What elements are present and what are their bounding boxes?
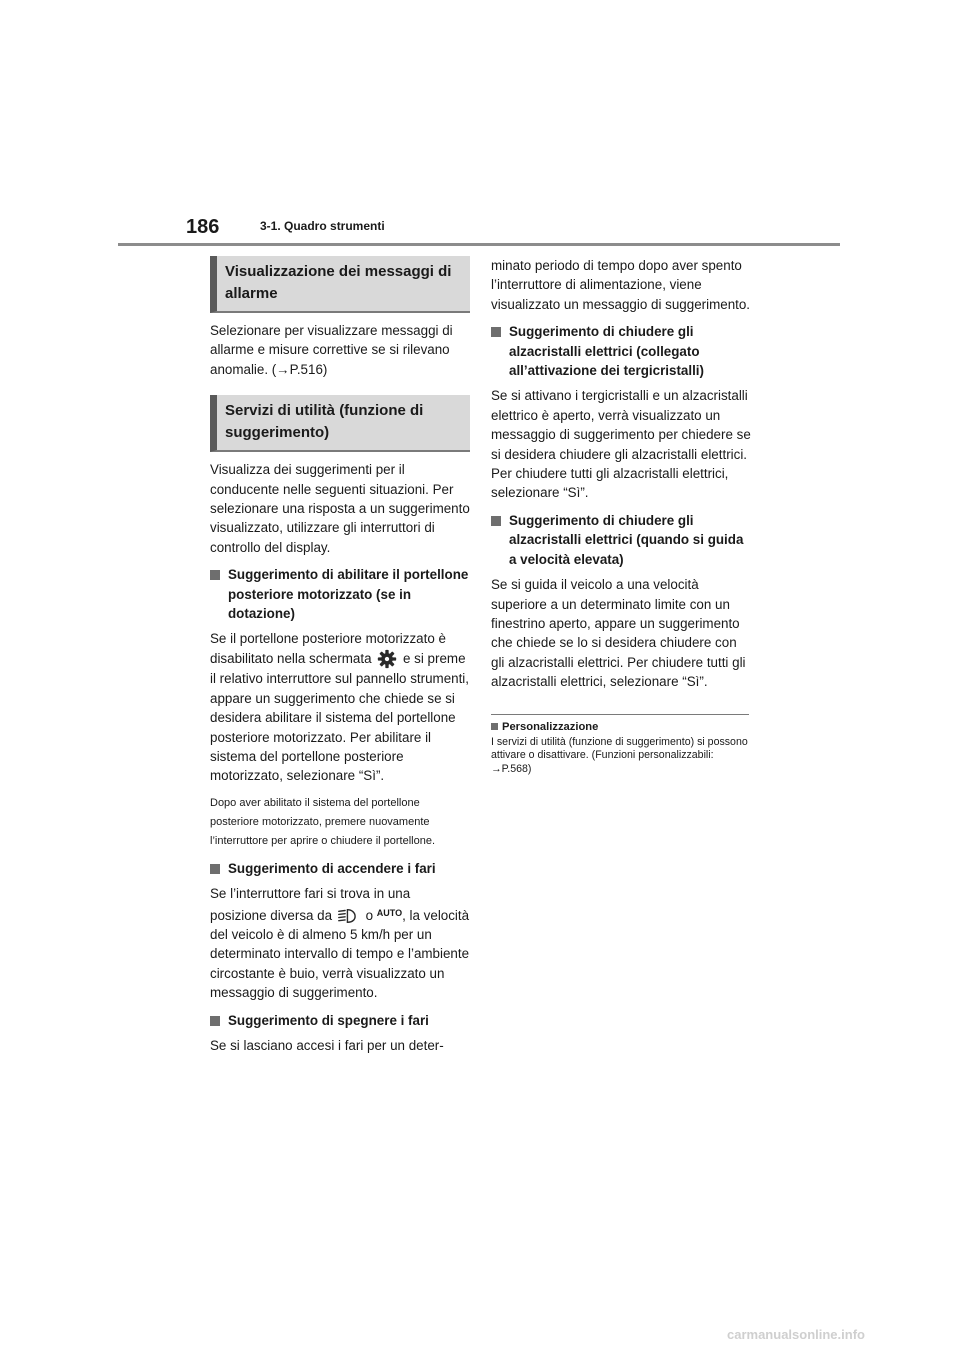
note-heading-text: Personalizzazione (502, 720, 599, 733)
text-part: e si preme il relativo interruttore sul pannello strumenti, appare un suggerimento che chiede se si desidera abilitare il sistema del portellone posteriore motorizzato. Per abilitare il sistema del portellone posteriore motorizzato, selezionare “Sì”. (210, 650, 470, 784)
paragraph-power-tailgate (210, 629, 470, 785)
bullet-square-icon (491, 723, 498, 730)
footer-watermark: carmanualsonline.info (727, 1327, 865, 1342)
bullet-square-icon (210, 864, 220, 874)
note-heading-personalization (491, 721, 751, 733)
header-rule (118, 243, 840, 246)
subheading-text: Suggerimento di chiudere gli alzacristalli elettrici (collegato all’attivazione dei tergicristalli) (509, 324, 704, 379)
bullet-square-icon (210, 1016, 220, 1026)
subheading-text: Suggerimento di abilitare il portellone posteriore motorizzato (se in dotazione) (228, 567, 469, 622)
paragraph-utility-services: Visualizza dei suggerimenti per il conducente nelle seguenti situazioni. Per selezionare una risposta a un suggerimento visualizzato, utilizzare gli interruttori di controllo del display. (210, 462, 470, 555)
paragraph-turn-off-headlights: Se si lasciano accesi i fari per un deter- (210, 1038, 444, 1054)
text-part: Se il portellone posteriore motorizzato è disabilitato nella schermata (210, 631, 446, 666)
auto-headlight-icon: AUTO (376, 907, 403, 918)
paragraph-turn-on-headlights (210, 884, 470, 1002)
subheading-close-windows-speed (491, 511, 751, 569)
bullet-square-icon (491, 516, 501, 526)
paragraph-close-windows-speed: Se si guida il veicolo a una velocità superiore a un determinato limite con un finestrino aperto, appare un suggerimento che chiede se lo si desidera chiudere con gli alzacristalli elettrici. Per chiudere tutti gli alzacristalli elettrici, selezionare “Sì”. (491, 577, 746, 690)
note-power-tailgate: Dopo aver abilitato il sistema del portellone posteriore motorizzato, premere nuovamente l’interruttore per aprire o chiudere il portellone. (210, 796, 436, 847)
subheading-text: Suggerimento di spegnere i fari (228, 1012, 429, 1028)
subheading-turn-off-headlights (210, 1011, 470, 1030)
subheading-text: Suggerimento di chiudere gli alzacristalli elettrici (quando si guida a velocità elevata) (509, 512, 744, 567)
bullet-square-icon (210, 570, 220, 580)
section-title: 3-1. Quadro strumenti (260, 219, 385, 233)
headlight-icon (338, 908, 360, 924)
bullet-square-icon (491, 327, 501, 337)
right-column (491, 256, 751, 776)
subheading-close-windows-wipers (491, 322, 751, 380)
text-part: o (365, 907, 374, 923)
subheading-power-tailgate (210, 565, 470, 623)
subheading-turn-on-headlights (210, 859, 470, 878)
page-number: 186 (186, 216, 220, 238)
text-part: , la velocità del veicolo è di almeno 5 km/h per un determinato intervallo di tempo e l’ambiente circostante è buio, verrà visualizzato un messaggio di suggerimento. (210, 907, 470, 1001)
heading-warning-messages: Visualizzazione dei messaggi di allarme (210, 256, 470, 313)
paragraph-close-windows-wipers: Se si attivano i tergicristalli e un alzacristalli elettrico è aperto, verrà visualizzato un messaggio di suggerimento per chiedere se si desidera chiudere gli alzacristalli elettrici. Per chiudere tutti gli alzacristalli elettrici, selezionare “Sì”. (491, 388, 751, 501)
gear-icon (377, 649, 397, 669)
left-column (210, 256, 470, 1063)
paragraph-warning-messages: Selezionare per visualizzare messaggi di allarme e misure correttive se si rilevano anomalie. (→P.516) (210, 323, 453, 377)
note-personalization-text: I servizi di utilità (funzione di suggerimento) si possono attivare o disattivare. (Funzioni personalizzabili: →P.568) (491, 735, 748, 775)
subheading-text: Suggerimento di accendere i fari (228, 860, 436, 876)
text-part: Se l’interruttore fari si trova in una posizione diversa da (210, 886, 411, 923)
heading-utility-services: Servizi di utilità (funzione di suggerimento) (210, 395, 470, 452)
note-divider (491, 714, 749, 715)
paragraph-turn-off-headlights-cont: minato periodo di tempo dopo aver spento l’interruttore di alimentazione, viene visualizzato un messaggio di suggerimento. (491, 258, 751, 312)
